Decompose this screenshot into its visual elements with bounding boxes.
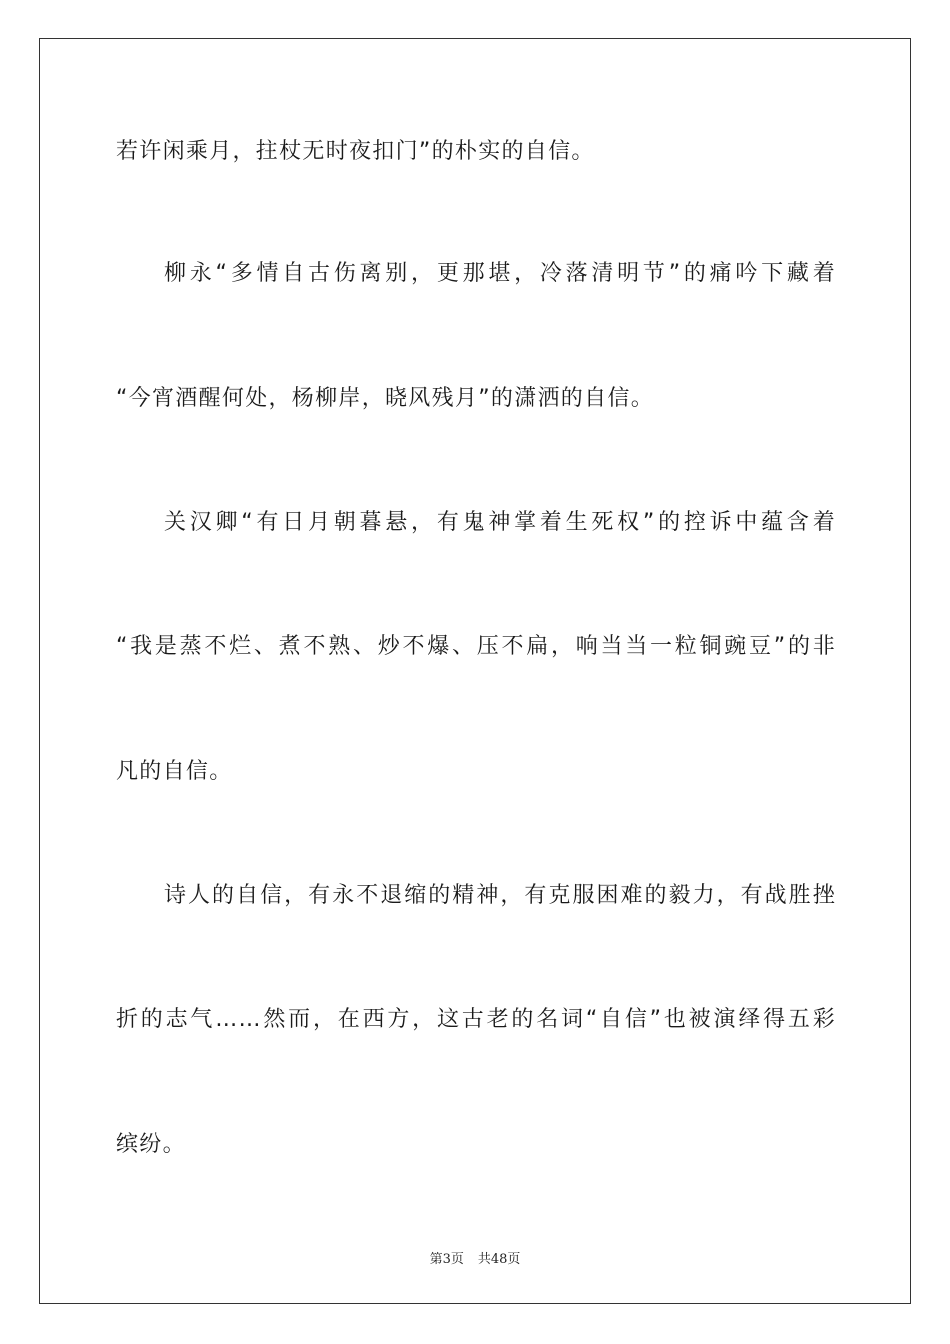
- text-line-3: “今宵酒醒何处，杨柳岸，晓风残月”的潇洒的自信。: [116, 386, 654, 411]
- text-line-1: 若许闲乘月，拄杖无时夜扣门”的朴实的自信。: [116, 139, 595, 164]
- text-line-7: 诗人的自信，有永不退缩的精神，有克服困难的毅力，有战胜挫: [164, 883, 836, 908]
- text-line-8: 折的志气……然而，在西方，这古老的名词“自信”也被演绎得五彩: [116, 1007, 836, 1032]
- text-line-2: 柳永“多情自古伤离别，更那堪，冷落清明节”的痛吟下藏着: [164, 261, 836, 286]
- text-line-5: “我是蒸不烂、煮不熟、炒不爆、压不扁，响当当一粒铜豌豆”的非: [116, 634, 836, 659]
- page-border: [39, 38, 911, 1304]
- total-pages: 共48页: [477, 1252, 521, 1267]
- page-footer: [0, 1248, 950, 1267]
- text-line-6: 凡的自信。: [116, 759, 233, 784]
- text-line-9: 缤纷。: [116, 1132, 186, 1157]
- page-number: 第3页: [429, 1252, 464, 1267]
- text-line-4: 关汉卿“有日月朝暮悬，有鬼神掌着生死权”的控诉中蕴含着: [164, 510, 836, 535]
